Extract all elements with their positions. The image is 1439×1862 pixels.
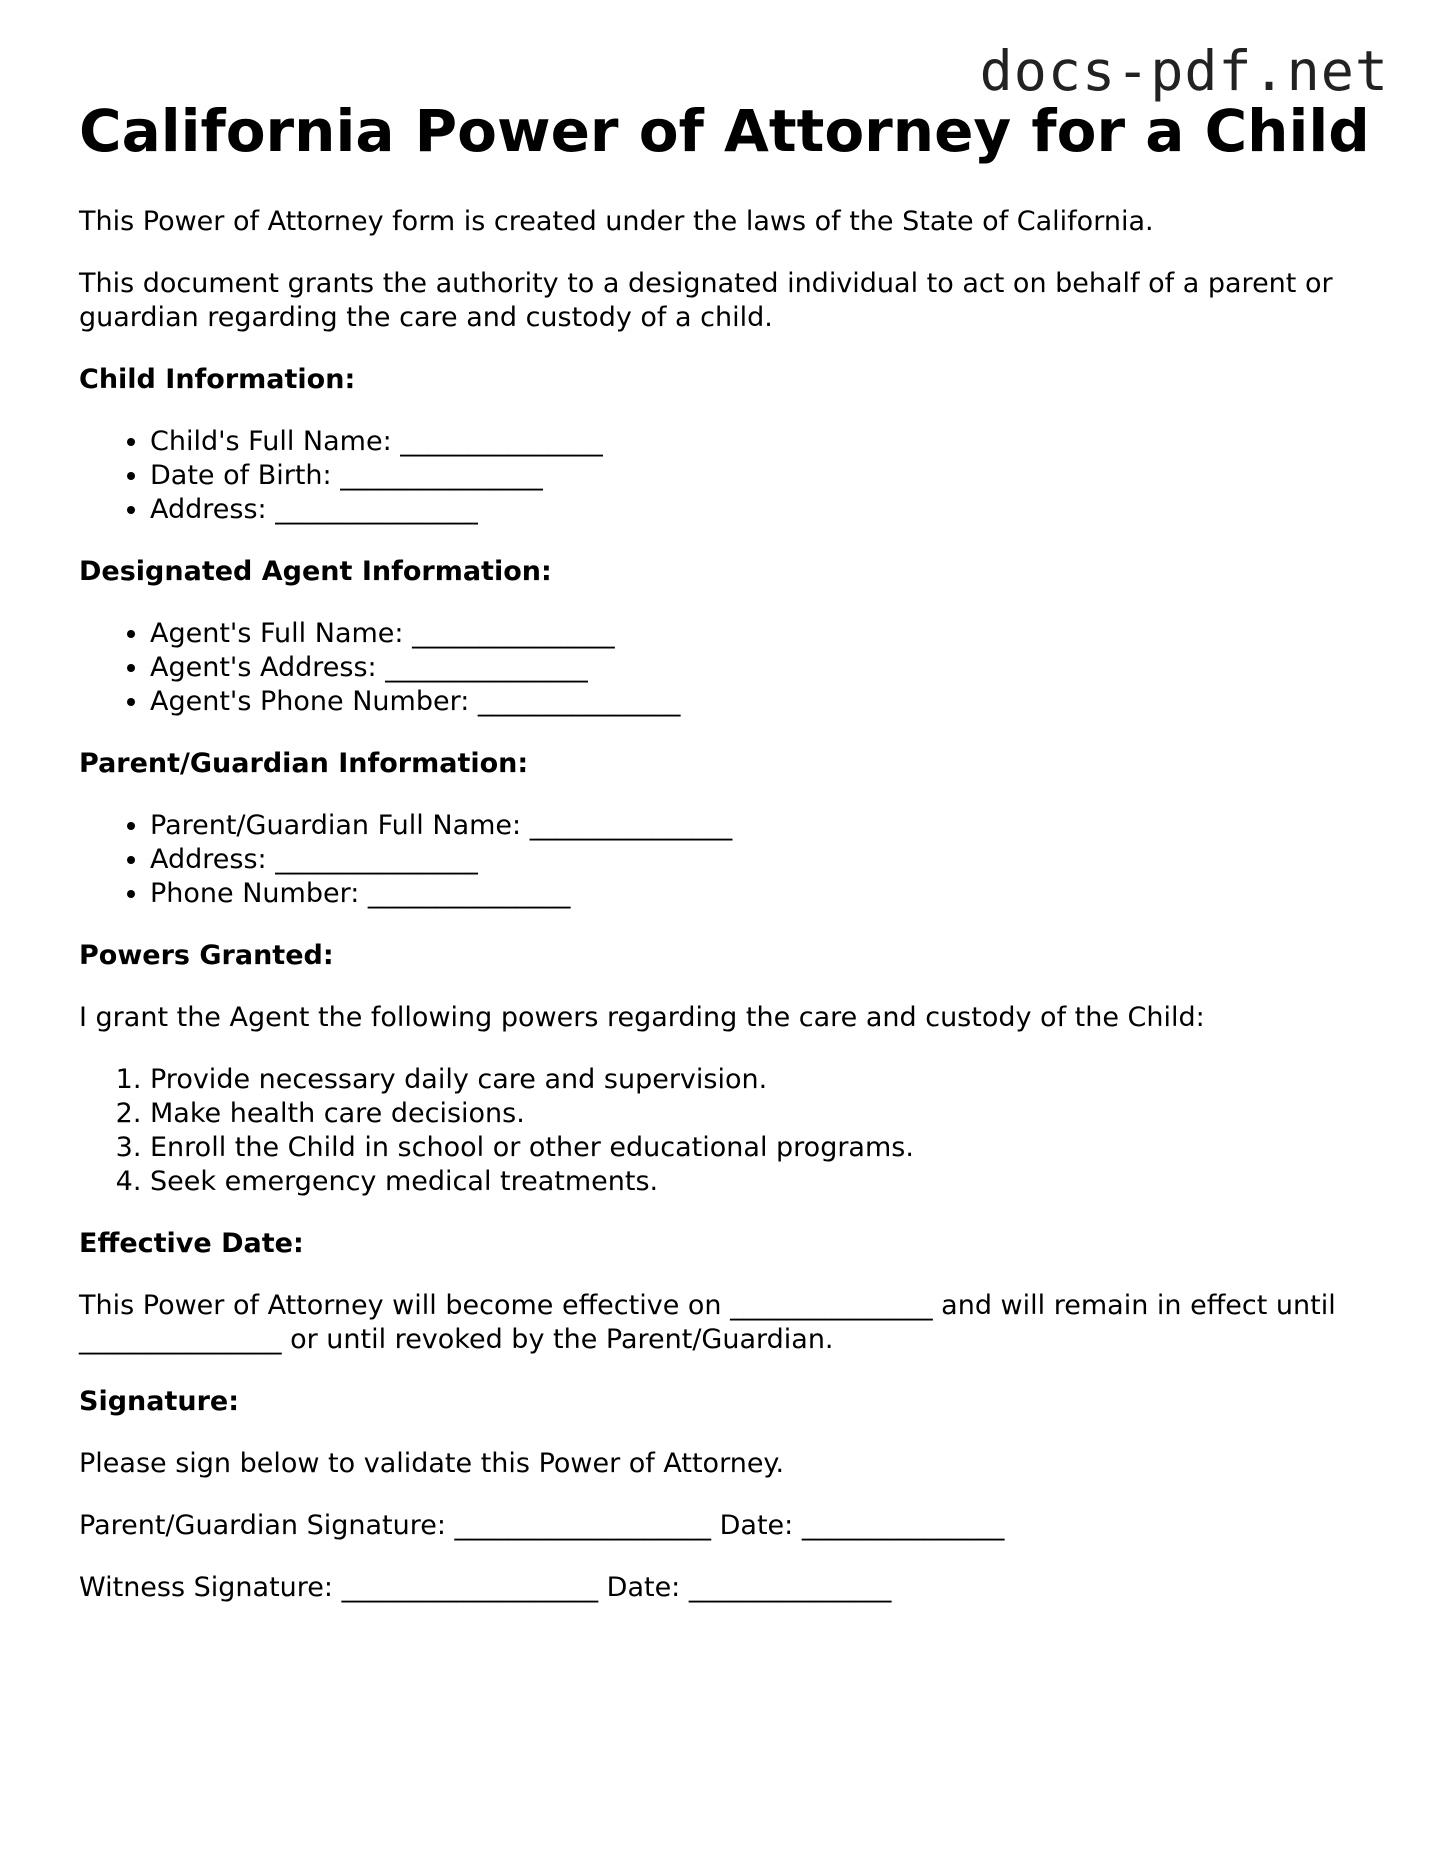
document-body [79,205,1379,1633]
page-title: California Power of Attorney for a Child [79,97,1370,165]
list-item: 2. Make health care decisions. [150,1097,1379,1131]
list-item: 3. Enroll the Child in school or other educational programs. [150,1131,1379,1165]
list-item: 4. Seek emergency medical treatments. [150,1165,1379,1199]
signature-instruction: Please sign below to validate this Power of Attorney. [79,1448,785,1479]
list-item: • Phone Number: _______________ [150,877,1379,911]
intro-paragraph-2: This document grants the authority to a designated individual to act on behalf of a parent or guardian regarding the care and custody of a child. [79,268,1333,333]
list-item: • Date of Birth: _______________ [150,459,1379,493]
effective-date-heading: Effective Date: [79,1228,304,1259]
list-item: • Child's Full Name: _______________ [150,425,1379,459]
list-item: • Agent's Full Name: _______________ [150,617,1379,651]
agent-info-list [79,617,1379,719]
list-item: • Agent's Address: _______________ [150,651,1379,685]
list-item: 1. Provide necessary daily care and supervision. [150,1063,1379,1097]
list-item: • Address: _______________ [150,493,1379,527]
powers-list [79,1063,1379,1199]
list-item: • Agent's Phone Number: _______________ [150,685,1379,719]
powers-intro: I grant the Agent the following powers regarding the care and custody of the Child: [79,1002,1205,1033]
parent-info-list [79,809,1379,911]
intro-paragraph-1: This Power of Attorney form is created under the laws of the State of California. [79,206,1154,237]
parent-signature-line: Parent/Guardian Signature: ___________________ Date: _______________ [79,1510,1005,1541]
signature-heading: Signature: [79,1386,240,1417]
list-item: • Parent/Guardian Full Name: _______________ [150,809,1379,843]
effective-date-text: This Power of Attorney will become effective on _______________ and will remain in effect until _______________ or until revoked by the Parent/Guardian. [79,1290,1336,1355]
child-info-list [79,425,1379,527]
agent-info-heading: Designated Agent Information: [79,556,552,587]
child-info-heading: Child Information: [79,364,356,395]
list-item: • Address: _______________ [150,843,1379,877]
parent-info-heading: Parent/Guardian Information: [79,748,529,779]
watermark: docs-pdf.net [979,39,1389,103]
witness-signature-line: Witness Signature: ___________________ Date: _______________ [79,1572,892,1603]
powers-heading: Powers Granted: [79,940,334,971]
